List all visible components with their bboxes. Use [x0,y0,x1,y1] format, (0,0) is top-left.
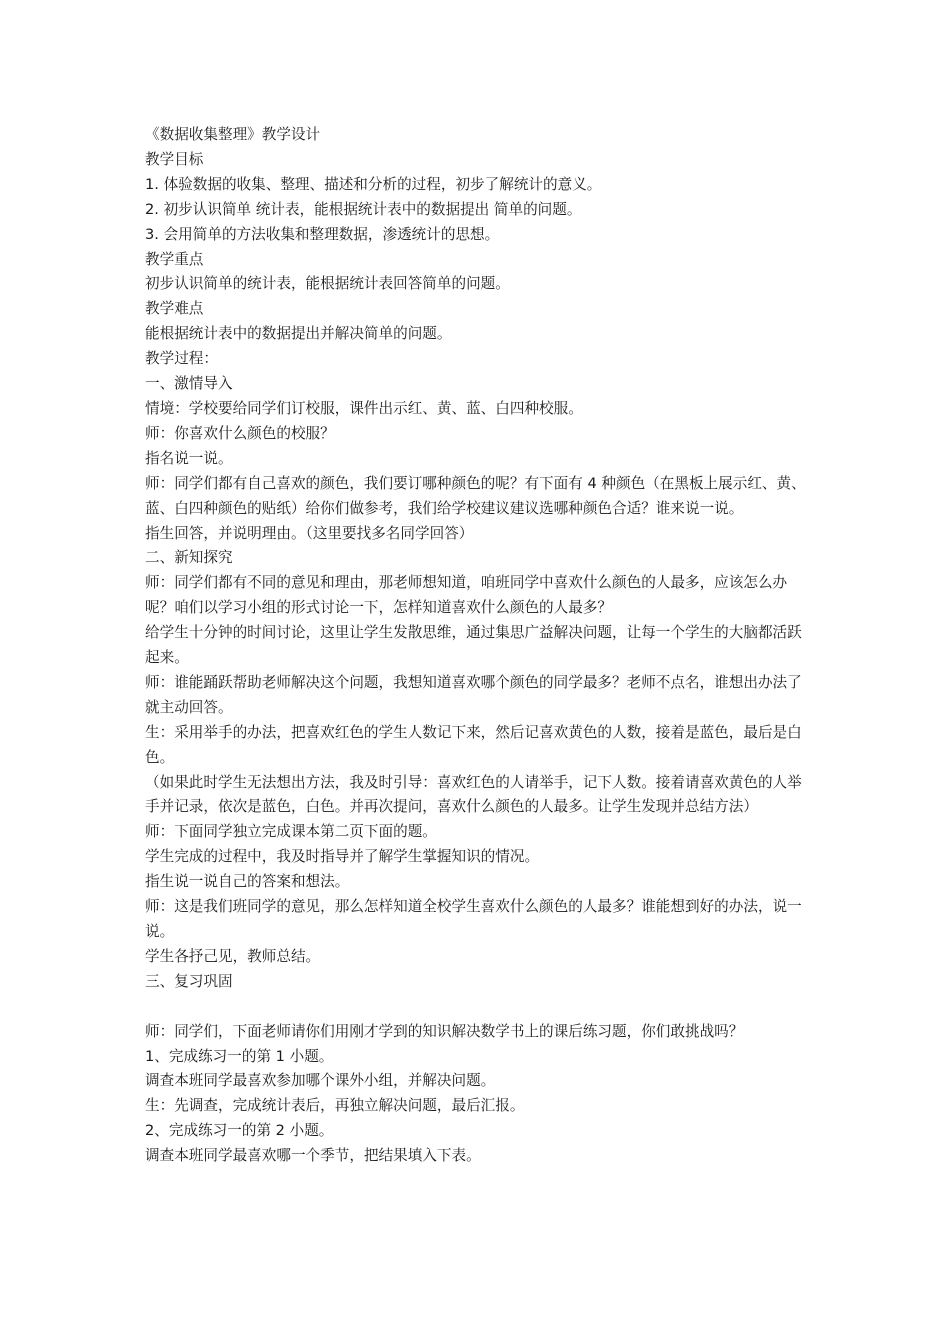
blank-line [145,995,815,1020]
paragraph: 师：同学们，下面老师请你们用刚才学到的知识解决数学书上的课后练习题，你们敢挑战吗？ [145,1022,744,1040]
document-title: 《数据收集整理》教学设计 [145,126,321,143]
paragraph: 三、复习巩固 [145,972,233,990]
paragraph: 1、完成练习一的第 1 小题。 [145,1047,334,1065]
paragraph: （如果此时学生无法想出方法，我及时引导：喜欢红色的人请举手，记下人数。接着请喜欢黄色的人举手并记录，依次是蓝色，白色。并再次提问，喜欢什么颜色的人最多。让学生发现并总结方法） [145,773,802,816]
paragraph: 教学难点 [145,300,204,318]
paragraph: 师：同学们都有自己喜欢的颜色，我们要订哪种颜色的呢？有下面有 4 种颜色（在黑板上展示红、黄、蓝、白四种颜色的贴纸）给你们做参考，我们给学校建议建议选哪种颜色合适？谁来说一说。 [145,474,806,517]
paragraph: 给学生十分钟的时间讨论，这里让学生发散思维，通过集思广益解决问题，让每一个学生的大脑都活跃起来。 [145,624,802,667]
paragraph: 师：同学们都有不同的意见和理由，那老师想知道，咱班同学中喜欢什么颜色的人最多，应该怎么办呢？咱们以学习小组的形式讨论一下，怎样知道喜欢什么颜色的人最多？ [145,574,788,617]
paragraph: 指生说一说自己的答案和想法。 [145,873,350,891]
paragraph: 教学过程： [145,350,218,368]
paragraph-list [145,148,815,1169]
paragraph: 二、新知探究 [145,549,233,567]
paragraph: 教学重点 [145,250,204,268]
paragraph: 学生完成的过程中，我及时指导并了解学生掌握知识的情况。 [145,848,540,866]
paragraph: 情境：学校要给同学们订校服，课件出示红、黄、蓝、白四种校服。 [145,399,583,417]
paragraph: 生：先调查，完成统计表后，再独立解决问题，最后汇报。 [145,1097,525,1115]
paragraph: 师：你喜欢什么颜色的校服？ [145,424,335,442]
paragraph: 调查本班同学最喜欢哪一个季节，把结果填入下表。 [145,1147,481,1165]
paragraph: 教学目标 [145,150,204,168]
paragraph: 调查本班同学最喜欢参加哪个课外小组，并解决问题。 [145,1072,496,1090]
paragraph: 一、激情导入 [145,375,233,393]
paragraph: 2、完成练习一的第 2 小题。 [145,1122,334,1140]
paragraph: 能根据统计表中的数据提出并解决简单的问题。 [145,325,452,343]
document-body [145,123,815,1169]
paragraph: 师：谁能踊跃帮助老师解决这个问题，我想知道喜欢哪个颜色的同学最多？老师不点名，谁想出办法了就主动回答。 [145,673,802,716]
paragraph: 师：这是我们班同学的意见，那么怎样知道全校学生喜欢什么颜色的人最多？谁能想到好的办法，说一说。 [145,898,802,940]
paragraph: 1. 体验数据的收集、整理、描述和分析的过程，初步了解统计的意义。 [145,175,602,193]
paragraph: 生：采用举手的办法，把喜欢红色的学生人数记下来，然后记喜欢黄色的人数，接着是蓝色，最后是白色。 [145,723,802,766]
paragraph: 指名说一说。 [145,449,233,467]
paragraph: 指生回答，并说明理由。（这里要找多名同学回答） [145,524,474,542]
paragraph: 初步认识简单的统计表，能根据统计表回答简单的问题。 [145,275,510,293]
paragraph: 3. 会用简单的方法收集和整理数据，渗透统计的思想。 [145,225,500,243]
paragraph: 师：下面同学独立完成课本第二页下面的题。 [145,823,437,841]
paragraph: 2. 初步认识简单 统计表，能根据统计表中的数据提出 简单的问题。 [145,200,582,218]
paragraph: 学生各抒己见，教师总结。 [145,947,321,965]
